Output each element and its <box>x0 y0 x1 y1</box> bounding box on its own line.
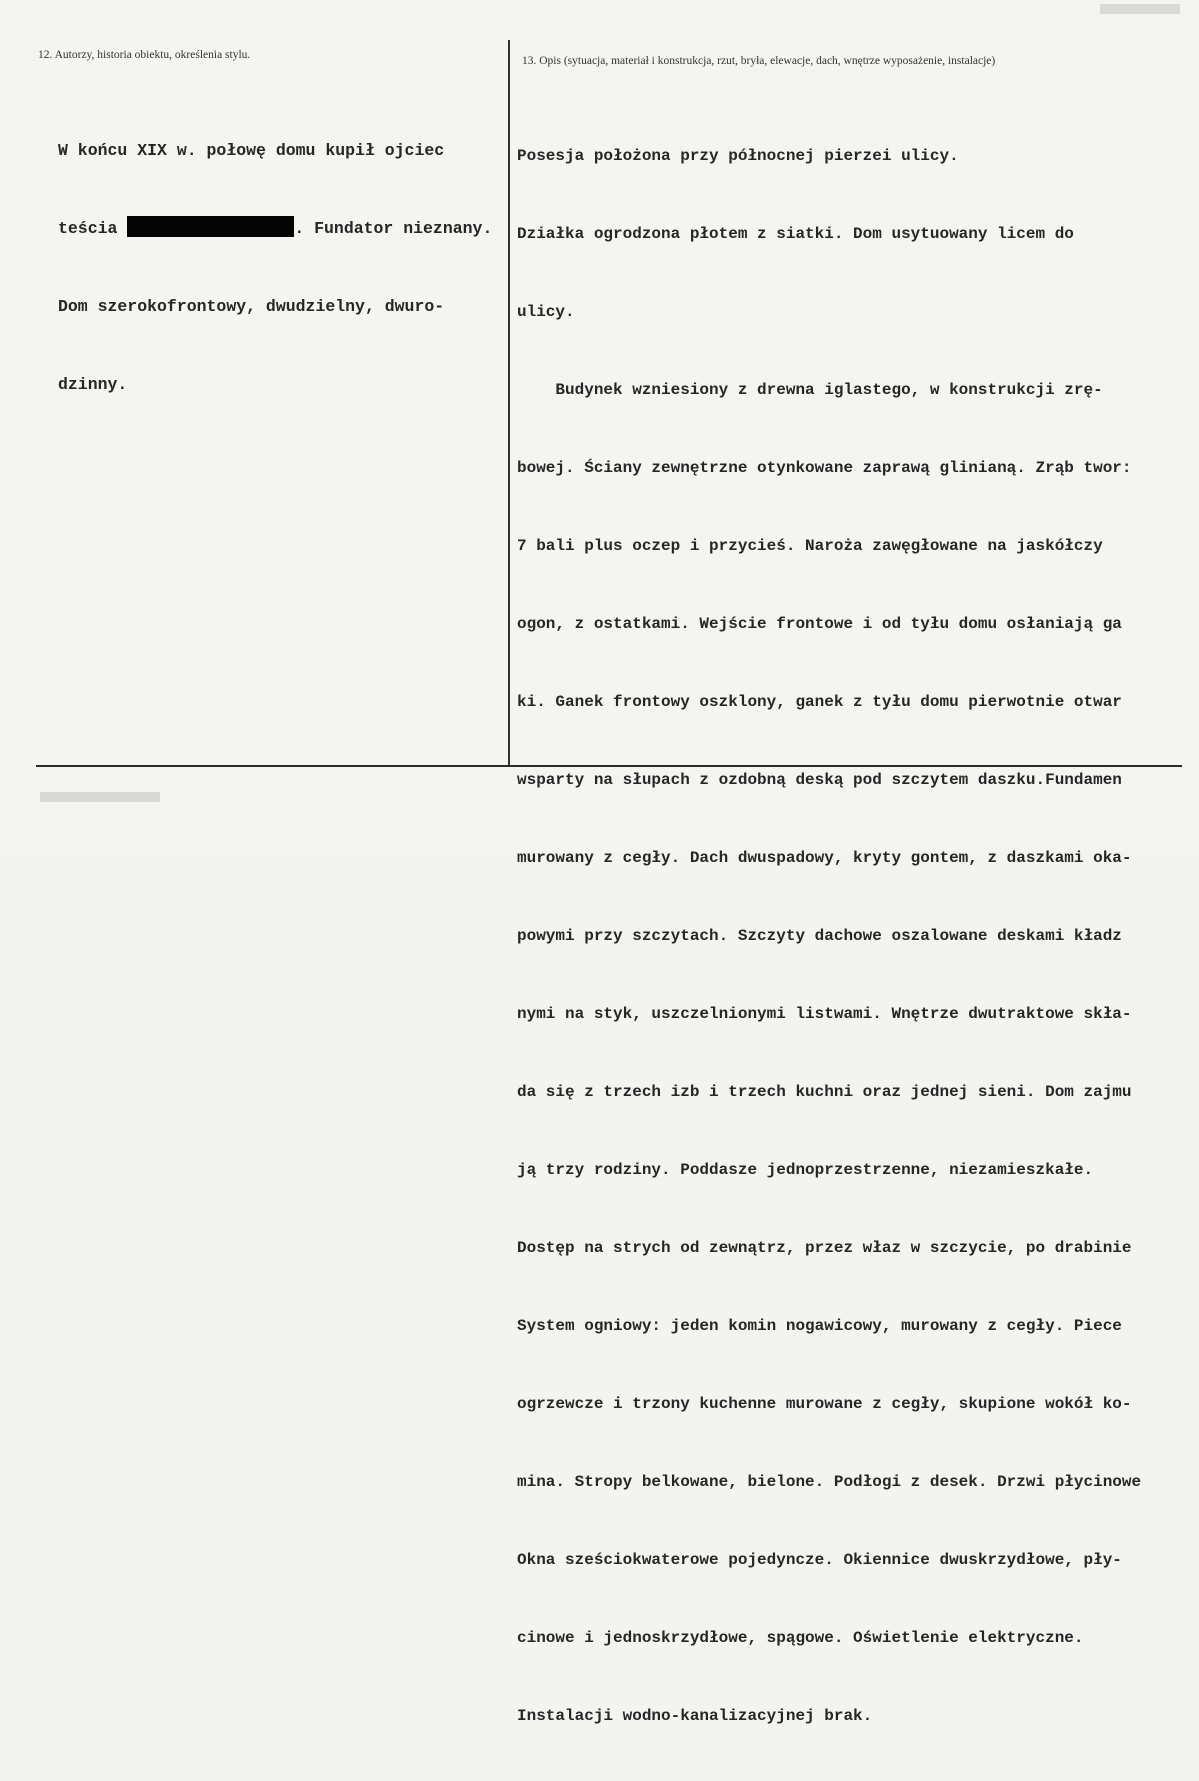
history-line-1: W końcu XIX w. połowę domu kupił ojciec <box>58 141 445 160</box>
scan-artifact <box>1100 4 1180 14</box>
history-line-2-end: . Fundator nieznany. <box>294 219 493 238</box>
description-line: ją trzy rodziny. Poddasze jednoprzestrzenne, niezamieszkałe. <box>517 1161 1094 1179</box>
description-line: Budynek wzniesiony z drewna iglastego, w konstrukcji zrę- <box>517 381 1103 399</box>
description-line: Posesja położona przy północnej pierzei ulicy. <box>517 147 959 165</box>
description-line: Dostęp na strych od zewnątrz, przez właz w szczycie, po drabinie <box>517 1239 1132 1257</box>
description-line: Okna sześciokwaterowe pojedyncze. Okiennice dwuskrzydłowe, pły- <box>517 1551 1122 1569</box>
description-line: mina. Stropy belkowane, bielone. Podłogi z desek. Drzwi płycinowe <box>517 1473 1142 1491</box>
description-line: nymi na styk, uszczelnionymi listwami. Wnętrze dwutraktowe skła- <box>517 1005 1132 1023</box>
history-line-2-start: teścia <box>58 219 128 238</box>
history-line-3: Dom szerokofrontowy, dwudzielny, dwuro- <box>58 297 445 316</box>
column-divider <box>508 40 510 765</box>
description-line: Instalacji wodno-kanalizacyjnej brak. <box>517 1707 873 1725</box>
description-line: powymi przy szczytach. Szczyty dachowe oszalowane deskami kładz <box>517 927 1122 945</box>
description-line: da się z trzech izb i trzech kuchni oraz jednej sieni. Dom zajmu <box>517 1083 1132 1101</box>
description-line: System ogniowy: jeden komin nogawicowy, murowany z cegły. Piece <box>517 1317 1122 1335</box>
description-line: murowany z cegły. Dach dwuspadowy, kryty gontem, z daszkami oka- <box>517 849 1132 867</box>
description-line: ulicy. <box>517 303 575 321</box>
scan-artifact <box>40 792 160 802</box>
description-line: wsparty na słupach z ozdobną deską pod szczytem daszku.Fundamen <box>517 771 1122 789</box>
description-line: ki. Ganek frontowy oszklony, ganek z tyłu domu pierwotnie otwar <box>517 693 1122 711</box>
description-line: ogrzewcze i trzony kuchenne murowane z cegły, skupione wokół ko- <box>517 1395 1132 1413</box>
description-line: 7 bali plus oczep i przycieś. Naroża zawęgłowane na jaskółczy <box>517 537 1103 555</box>
history-text <box>58 86 503 450</box>
right-column-header: 13. Opis (sytuacja, materiał i konstrukcja, rzut, bryła, elewacje, dach, wnętrze wyposażenie, instalacje) <box>522 55 996 67</box>
history-line-2 <box>58 216 503 242</box>
description-line: Działka ogrodzona płotem z siatki. Dom usytuowany licem do <box>517 225 1074 243</box>
description-line: bowej. Ściany zewnętrzne otynkowane zaprawą glinianą. Zrąb twor: <box>517 459 1132 477</box>
left-column-header: 12. Autorzy, historia obiektu, określenia stylu. <box>38 49 251 61</box>
history-line-4: dzinny. <box>58 375 128 394</box>
redacted-name <box>127 216 294 237</box>
description-line: cinowe i jednoskrzydłowe, spągowe. Oświetlenie elektryczne. <box>517 1629 1084 1647</box>
description-text <box>517 91 1188 1781</box>
description-line: ogon, z ostatkami. Wejście frontowe i od tyłu domu osłaniają ga <box>517 615 1122 633</box>
